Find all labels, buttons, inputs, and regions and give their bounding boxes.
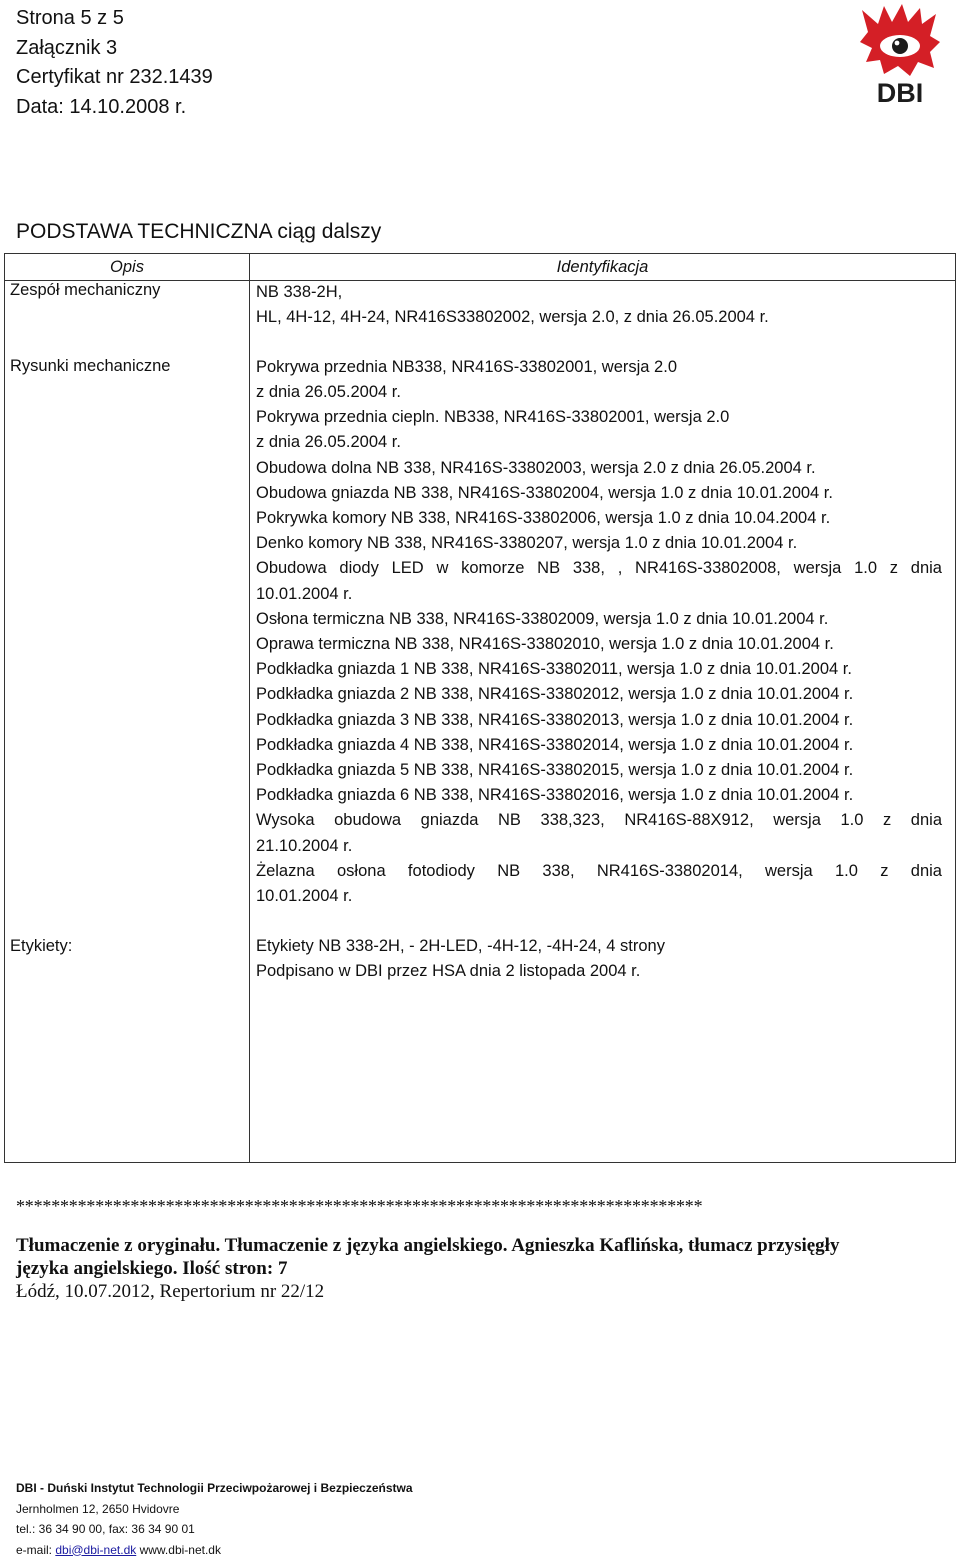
footer-address: Jernholmen 12, 2650 Hvidovre <box>16 1501 180 1516</box>
column-header-identyfikacja: Identyfikacja <box>250 254 956 281</box>
etykiety-line-1: Etykiety NB 338-2H, - 2H-LED, -4H-12, -4H-24, 4 strony <box>256 937 665 955</box>
list-item: Podkładka gniazda 2 NB 338, NR416S-33802012, wersja 1.0 z dnia 10.01.2004 r. <box>256 685 854 703</box>
translation-place-date: Łódź, 10.07.2012, Repertorium nr 22/12 <box>16 1281 325 1302</box>
page-footer <box>16 1478 413 1560</box>
list-item: Pokrywa przednia ciepln. NB338, NR416S-33802001, wersja 2.0 <box>256 408 730 426</box>
annex-label: Załącznik 3 <box>16 36 118 59</box>
translation-note <box>16 1234 952 1280</box>
eye-pupil <box>892 38 908 54</box>
list-item: 21.10.2004 r. <box>256 837 353 855</box>
description-column <box>5 281 250 1163</box>
row-label-rysunki: Rysunki mechaniczne <box>10 357 171 375</box>
list-item: Podkładka gniazda 3 NB 338, NR416S-33802013, wersja 1.0 z dnia 10.01.2004 r. <box>256 711 854 729</box>
column-header-opis: Opis <box>5 254 250 281</box>
list-item: Podkładka gniazda 4 NB 338, NR416S-33802014, wersja 1.0 z dnia 10.01.2004 r. <box>256 736 854 754</box>
list-item: z dnia 26.05.2004 r. <box>256 383 401 401</box>
certificate-date: Data: 14.10.2008 r. <box>16 95 187 118</box>
dbi-logo <box>858 2 942 106</box>
list-item: 10.01.2004 r. <box>256 585 353 603</box>
email-link[interactable]: dbi@dbi-net.dk <box>55 1542 137 1557</box>
list-item: Wysoka obudowa gniazda NB 338,323, NR416S-88X912, wersja 1.0 z dnia <box>256 811 942 829</box>
technical-basis-table <box>4 253 956 1163</box>
zespol-line-2: HL, 4H-12, 4H-24, NR416S33802002, wersja 2.0, z dnia 26.05.2004 r. <box>256 308 769 326</box>
list-item: Oprawa termiczna NB 338, NR416S-33802010, wersja 1.0 z dnia 10.01.2004 r. <box>256 635 834 653</box>
page-number: Strona 5 z 5 <box>16 7 124 29</box>
etykiety-line-2: Podpisano w DBI przez HSA dnia 2 listopada 2004 r. <box>256 962 641 980</box>
row-label-zespol: Zespół mechaniczny <box>10 281 161 299</box>
list-item: Podkładka gniazda 1 NB 338, NR416S-33802011, wersja 1.0 z dnia 10.01.2004 r. <box>256 660 852 678</box>
list-item: Podkładka gniazda 6 NB 338, NR416S-33802016, wersja 1.0 z dnia 10.01.2004 r. <box>256 786 854 804</box>
list-item: Pokrywa przednia NB338, NR416S-33802001, wersja 2.0 <box>256 358 677 376</box>
logo-text: DBI <box>876 78 924 106</box>
translation-line-1: Tłumaczenie z oryginału. Tłumaczenie z języka angielskiego. Agnieszka Kaflińska, tłumacz przysięgły <box>16 1235 840 1256</box>
list-item: Obudowa diody LED w komorze NB 338, , NR416S-33802008, wersja 1.0 z dnia <box>256 559 942 577</box>
website-text: www.dbi-net.dk <box>139 1542 221 1557</box>
footer-contact <box>16 1540 413 1560</box>
certificate-number: Certyfikat nr 232.1439 <box>16 66 213 88</box>
list-item: z dnia 26.05.2004 r. <box>256 433 401 451</box>
zespol-line-1: NB 338-2H, <box>256 283 343 301</box>
list-item: Denko komory NB 338, NR416S-3380207, wersja 1.0 z dnia 10.01.2004 r. <box>256 534 798 552</box>
row-label-etykiety: Etykiety: <box>10 937 73 955</box>
section-title: PODSTAWA TECHNICZNA ciąg dalszy <box>16 220 382 243</box>
list-item: Podkładka gniazda 5 NB 338, NR416S-33802015, wersja 1.0 z dnia 10.01.2004 r. <box>256 761 854 779</box>
translation-line-2: języka angielskiego. Ilość stron: 7 <box>16 1258 288 1279</box>
email-label: e-mail: <box>16 1542 56 1557</box>
list-item: Pokrywka komory NB 338, NR416S-33802006, wersja 1.0 z dnia 10.04.2004 r. <box>256 509 831 527</box>
separator-stars: ****************************************************************************** <box>16 1196 703 1216</box>
footer-institute: DBI - Duński Instytut Technologii Przeciwpożarowej i Bezpieczeństwa <box>16 1481 413 1495</box>
list-item: Obudowa gniazda NB 338, NR416S-33802004, wersja 1.0 z dnia 10.01.2004 r. <box>256 484 833 502</box>
document-header <box>16 4 213 122</box>
list-item: Żelazna osłona fotodiody NB 338, NR416S-33802014, wersja 1.0 z dnia <box>256 862 942 880</box>
footer-phone: tel.: 36 34 90 00, fax: 36 34 90 01 <box>16 1522 195 1536</box>
list-item: 10.01.2004 r. <box>256 887 353 905</box>
list-item: Obudowa dolna NB 338, NR416S-33802003, wersja 2.0 z dnia 26.05.2004 r. <box>256 459 816 477</box>
list-item: Osłona termiczna NB 338, NR416S-33802009, wersja 1.0 z dnia 10.01.2004 r. <box>256 610 829 628</box>
